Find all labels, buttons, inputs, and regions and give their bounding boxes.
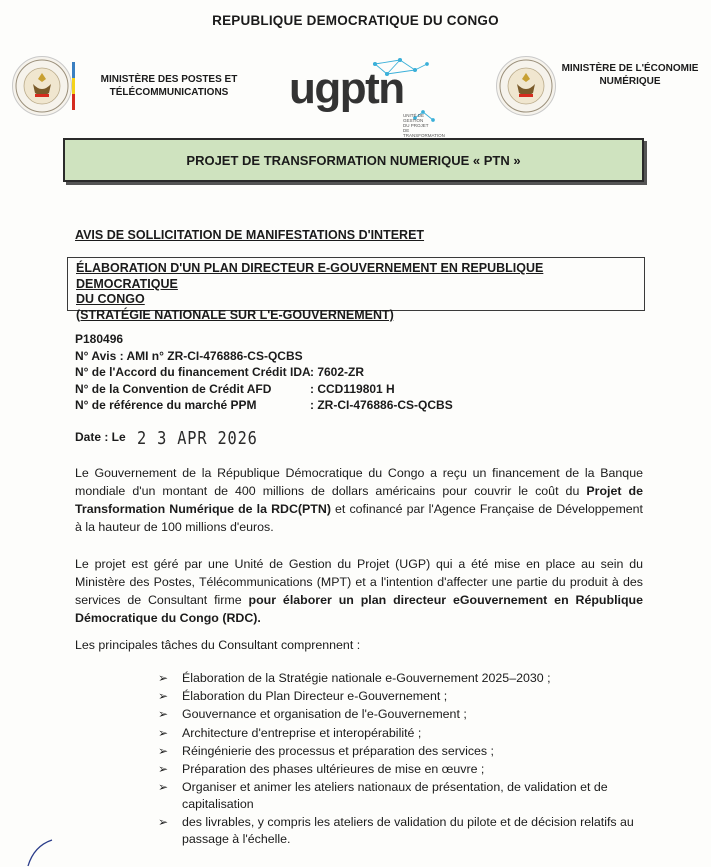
reference-row: N° de la Convention de Crédit AFD : CCD119801 H — [75, 381, 395, 396]
avis-number: N° Avis : AMI n° ZR-CI-476886-CS-QCBS — [75, 348, 303, 363]
list-item: ➢ des livrables, y compris les ateliers de validation du pilote et de décision relatifs au passage à l'échelle. — [158, 815, 634, 847]
subject-line: (STRATÉGIE NATIONALE SUR L'E-GOUVERNEMENT) — [76, 307, 394, 322]
arrow-bullet-icon: ➢ — [158, 761, 169, 776]
paragraph-project: Le projet est géré par une Unité de Gestion du Projet (UGP) qui a été mise en place au sein du Ministère des Postes, Télécommunications (MPT) et a l'intention d'affecter une partie du produit à des services de Consultant firme pour élaborer un plan directeur eGouvernement en République Démocratique du Congo (RDC). — [75, 557, 643, 625]
coat-of-arms-seal-right — [496, 56, 556, 116]
list-item: ➢ Organiser et animer les ateliers nationaux de présentation, de validation et de capitalisation — [158, 780, 608, 812]
flag-stripe — [72, 62, 75, 110]
date-stamp: 2 3 APR 2026 — [137, 428, 258, 449]
subject-box — [67, 257, 645, 322]
pen-mark-icon — [22, 838, 62, 867]
arrow-bullet-icon: ➢ — [158, 725, 169, 740]
date-label: Date : Le — [75, 430, 126, 444]
arrow-bullet-icon: ➢ — [158, 671, 169, 685]
subject-line: ÉLABORATION D'UN PLAN DIRECTEUR E-GOUVERNEMENT EN REPUBLIQUE DEMOCRATIQUE — [76, 261, 544, 291]
list-item: ➢ Architecture d'entreprise et interopérabilité ; — [158, 725, 422, 740]
logo-wordmark: ugptn — [289, 64, 404, 113]
arrow-bullet-icon: ➢ — [158, 815, 169, 830]
notice-title: AVIS DE SOLLICITATION DE MANIFESTATIONS D'INTERET — [75, 228, 425, 242]
list-item: ➢ Élaboration de la Stratégie nationale e-Gouvernement 2025–2030 ; — [158, 671, 551, 685]
paragraph-financing: Le Gouvernement de la République Démocratique du Congo a reçu un financement de la Banque mondiale d'un montant de 400 millions de dollars américains pour couvrir le coût du Projet de Transformation Numérique de la RDC(PTN) et cofinancé par l'Agence Française de Développement à la hauteur de 100 millions d'euros. — [75, 466, 643, 534]
logo-subtitle: UNITÉ DE GESTION DU PROJET DE TRANSFORMATION — [403, 113, 445, 138]
paragraph-tasks-intro: Les principales tâches du Consultant comprennent : — [75, 638, 361, 652]
arrow-bullet-icon: ➢ — [158, 707, 169, 722]
reference-block — [75, 331, 453, 414]
arrow-bullet-icon: ➢ — [158, 743, 169, 758]
reference-row: N° de référence du marché PPM : ZR-CI-476886-CS-QCBS — [75, 398, 453, 412]
list-item: ➢ Préparation des phases ultérieures de mise en œuvre ; — [158, 761, 485, 776]
list-item: ➢ Élaboration du Plan Directeur e-Gouvernement ; — [158, 689, 448, 704]
list-item: ➢ Réingénierie des processus et préparation des services ; — [158, 743, 494, 758]
project-banner: PROJET DE TRANSFORMATION NUMERIQUE « PTN » — [63, 138, 644, 182]
arrow-bullet-icon: ➢ — [158, 689, 169, 704]
subject-line: DU CONGO — [76, 292, 145, 306]
ministry-left-name: MINISTÈRE DES POSTES ET TÉLÉCOMMUNICATIONS — [100, 74, 238, 98]
ugptn-logo — [285, 52, 445, 138]
task-list — [158, 670, 638, 850]
list-item: ➢ Gouvernance et organisation de l'e-Gouvernement ; — [158, 707, 467, 722]
country-header: REPUBLIQUE DEMOCRATIQUE DU CONGO — [212, 13, 499, 28]
coat-of-arms-seal-left — [12, 56, 72, 116]
arrow-bullet-icon: ➢ — [158, 780, 169, 795]
ministry-right-name: MINISTÈRE DE L'ÉCONOMIE NUMÉRIQUE — [561, 63, 699, 87]
project-id: P180496 — [75, 332, 124, 346]
reference-row: N° de l'Accord du financement Crédit IDA : 7602-ZR — [75, 365, 365, 379]
